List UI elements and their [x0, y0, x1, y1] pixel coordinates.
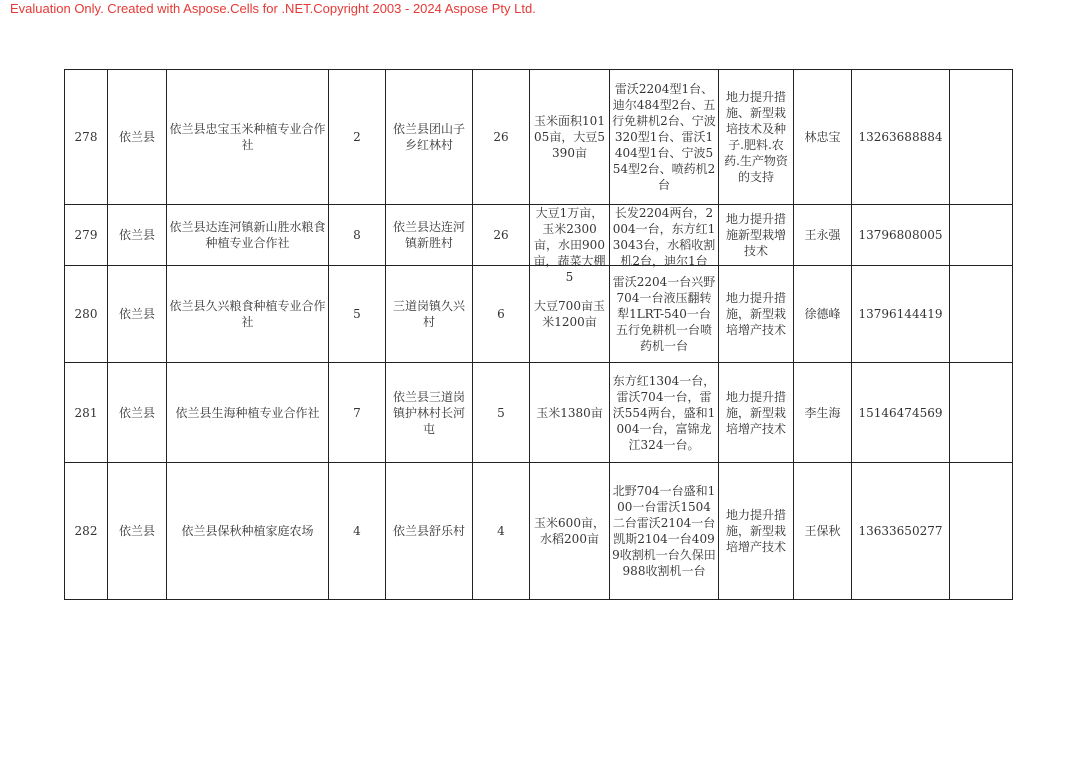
table-row	[65, 205, 1013, 266]
count-cell: 26	[473, 70, 530, 205]
members-cell: 7	[329, 363, 386, 463]
contact-cell: 王保秋	[794, 463, 852, 600]
count-cell: 4	[473, 463, 530, 600]
phone-cell: 15146474569	[852, 363, 950, 463]
note-cell	[950, 266, 1013, 363]
table-row	[65, 266, 1013, 363]
tech-needs-cell: 地力提升措施，新型栽培增产技术	[719, 463, 794, 600]
contact-cell: 李生海	[794, 363, 852, 463]
evaluation-watermark: Evaluation Only. Created with Aspose.Cells for .NET.Copyright 2003 - 2024 Aspose Pty Ltd.	[10, 1, 536, 16]
count-cell: 5	[473, 363, 530, 463]
machinery-cell: 雷沃2204型1台、迪尔484型2台、五行免耕机2台、宁波320型1台、雷沃1404型1台、宁波554型2台、喷药机2台	[610, 70, 719, 205]
note-cell	[950, 463, 1013, 600]
contact-cell: 徐德峰	[794, 266, 852, 363]
tech-needs-cell: 地力提升措施，新型栽培增产技术	[719, 266, 794, 363]
crop-area-cell: 玉米1380亩	[530, 363, 610, 463]
phone-cell: 13796808005	[852, 205, 950, 266]
machinery-cell: 东方红1304一台，雷沃704一台，雷沃554两台，盛和1004一台，富锦龙江324一台。	[610, 363, 719, 463]
members-cell: 5	[329, 266, 386, 363]
phone-cell: 13633650277	[852, 463, 950, 600]
count-cell: 6	[473, 266, 530, 363]
row-index-cell: 280	[65, 266, 108, 363]
machinery-text: 长发2204两台，2004一台，东方红13043台，水稻收割机2台，迪尔1台	[612, 206, 716, 268]
table-row	[65, 363, 1013, 463]
row-index-cell: 278	[65, 70, 108, 205]
tech-needs-cell: 地力提升措施、新型栽培技术及种子.肥料.农药.生产物资的支持	[719, 70, 794, 205]
machinery-cell: 雷沃2204一台兴野704一台液压翻转犁1LRT-540一台五行免耕机一台喷药机一台	[610, 266, 719, 363]
table-row	[65, 70, 1013, 205]
cooperative-name-cell: 依兰县生海种植专业合作社	[167, 363, 329, 463]
county-cell: 依兰县	[108, 266, 167, 363]
county-cell: 依兰县	[108, 70, 167, 205]
note-cell	[950, 363, 1013, 463]
address-cell: 依兰县舒乐村	[386, 463, 473, 600]
cooperative-name-cell: 依兰县保秋种植家庭农场	[167, 463, 329, 600]
phone-cell: 13263688884	[852, 70, 950, 205]
cooperative-name-cell: 依兰县达连河镇新山胜水粮食种植专业合作社	[167, 205, 329, 266]
count-cell: 26	[473, 205, 530, 266]
row-index-cell: 281	[65, 363, 108, 463]
machinery-cell: 北野704一台盛和100一台雷沃1504二台雷沃2104一台凯斯2104一台4099收割机一台久保田988收割机一台	[610, 463, 719, 600]
crop-area-cell: 大豆700亩玉米1200亩	[530, 266, 610, 363]
note-cell	[950, 70, 1013, 205]
crop-area-cell: 玉米面积10105亩，大豆5390亩	[530, 70, 610, 205]
row-index-cell: 279	[65, 205, 108, 266]
cooperative-name-cell: 依兰县忠宝玉米种植专业合作社	[167, 70, 329, 205]
tech-needs-cell: 地力提升措施，新型栽培增产技术	[719, 363, 794, 463]
address-cell: 三道岗镇久兴村	[386, 266, 473, 363]
crop-area-text: 大豆1万亩，玉米2300亩，水田900亩，蔬菜大棚5	[533, 206, 606, 284]
county-cell: 依兰县	[108, 363, 167, 463]
contact-cell: 王永强	[794, 205, 852, 266]
cooperative-table	[64, 69, 1013, 600]
crop-area-cell: 玉米600亩，水稻200亩	[530, 463, 610, 600]
row-index-cell: 282	[65, 463, 108, 600]
note-cell	[950, 205, 1013, 266]
members-cell: 2	[329, 70, 386, 205]
cooperative-name-cell: 依兰县久兴粮食种植专业合作社	[167, 266, 329, 363]
members-cell: 8	[329, 205, 386, 266]
tech-needs-cell: 地力提升措施新型栽增技术	[719, 205, 794, 266]
machinery-cell	[610, 205, 719, 266]
address-cell: 依兰县三道岗镇护林村长河屯	[386, 363, 473, 463]
contact-cell: 林忠宝	[794, 70, 852, 205]
address-cell: 依兰县达连河镇新胜村	[386, 205, 473, 266]
county-cell: 依兰县	[108, 463, 167, 600]
crop-area-cell	[530, 205, 610, 284]
county-cell: 依兰县	[108, 205, 167, 266]
phone-cell: 13796144419	[852, 266, 950, 363]
table-row	[65, 463, 1013, 600]
address-cell: 依兰县团山子乡红林村	[386, 70, 473, 205]
members-cell: 4	[329, 463, 386, 600]
